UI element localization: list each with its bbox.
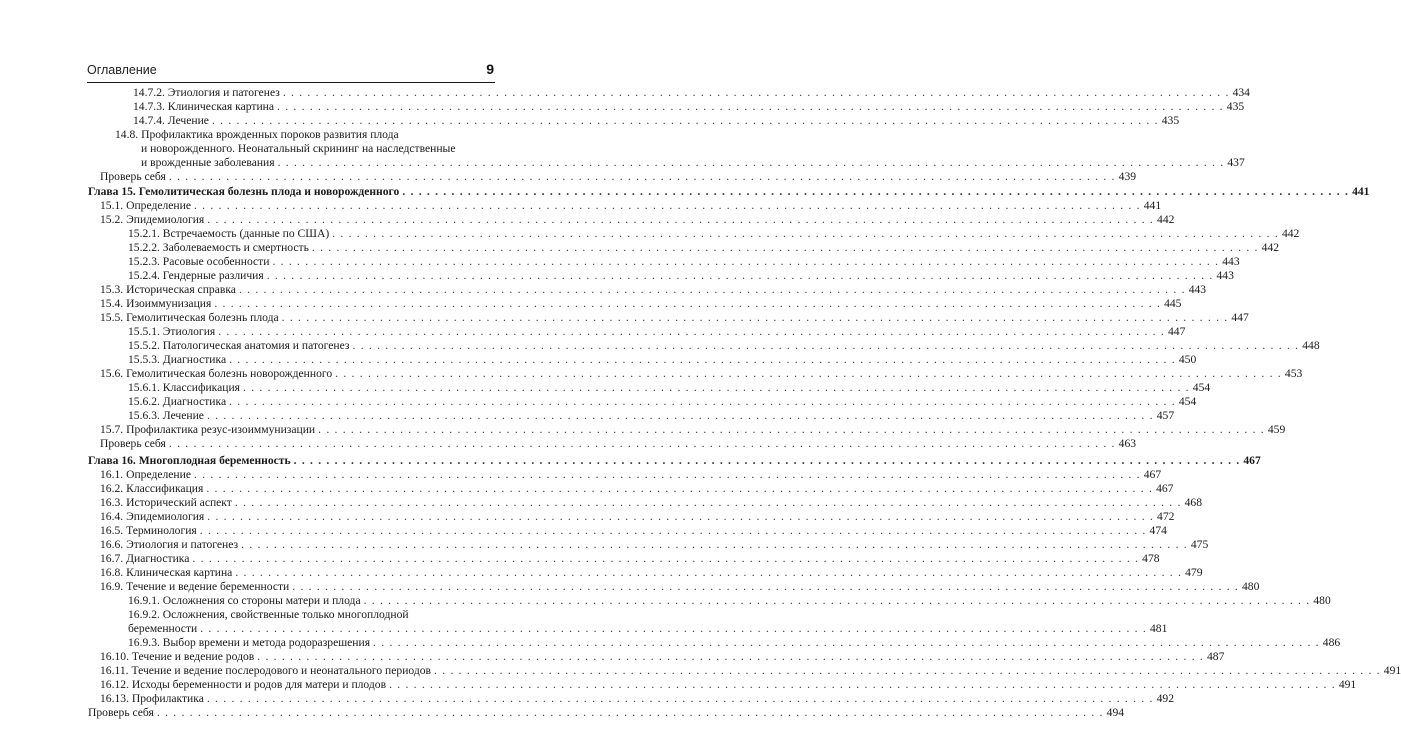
header-title: Оглавление [87, 63, 157, 77]
toc-entry[interactable]: Проверь себя . . . 463 [0, 437, 590, 451]
toc-entry[interactable]: и врожденные заболевания . . . 437 [0, 156, 631, 170]
toc-entry[interactable]: 14.7.3. Клиническая картина . . . 435 [0, 100, 623, 114]
toc-chapter[interactable]: Глава 16. Многоплодная беременность . . . 467 [0, 454, 578, 468]
toc-entry[interactable]: 15.4. Изоиммунизация . . . 445 [0, 297, 590, 311]
toc-entry[interactable]: 15.2. Эпидемиология . . . 442 [0, 213, 590, 227]
toc-entry[interactable]: 16.13. Профилактика . . . 492 [0, 692, 590, 706]
toc-entry[interactable]: 16.3. Исторический аспект . . . 468 [0, 496, 590, 510]
toc-entry-continued[interactable]: 16.9.2. Осложнения, свойственные только многоплодной [128, 608, 409, 621]
toc-entry[interactable]: 15.5. Гемолитическая болезнь плода . . . 447 [0, 311, 590, 325]
toc-entry[interactable]: 15.6.2. Диагностика . . . 454 [0, 395, 618, 409]
toc-entry[interactable]: 16.4. Эпидемиология . . . 472 [0, 510, 590, 524]
toc-entry[interactable]: Проверь себя . . . 439 [0, 170, 590, 184]
toc-entry[interactable]: 16.2. Классификация . . . 467 [0, 482, 590, 496]
toc-entry[interactable]: 15.5.2. Патологическая анатомия и патогенез . . . 448 [0, 339, 618, 353]
toc-entry[interactable]: Проверь себя . . . 494 [0, 706, 578, 720]
toc-entry-continued[interactable]: 14.8. Профилактика врожденных пороков развития плода [115, 128, 399, 141]
running-header [87, 62, 495, 83]
toc-entry[interactable]: 16.10. Течение и ведение родов . . . 487 [0, 650, 590, 664]
toc-entry[interactable]: 16.9.3. Выбор времени и метода родоразрешения . . . 486 [0, 636, 618, 650]
toc-entry[interactable]: 16.8. Клиническая картина . . . 479 [0, 566, 590, 580]
toc-entry[interactable]: 16.9. Течение и ведение беременности . . . 480 [0, 580, 590, 594]
toc-chapter[interactable]: Глава 15. Гемолитическая болезнь плода и новорожденного . . . 441 [0, 185, 578, 199]
toc-entry[interactable]: 16.12. Исходы беременности и родов для матери и плодов . . . 491 [0, 678, 590, 692]
toc-entry[interactable]: 15.6. Гемолитическая болезнь новорожденного . . . 453 [0, 367, 590, 381]
toc-entry[interactable]: 14.7.4. Лечение . . . 435 [0, 114, 623, 128]
toc-entry[interactable]: 16.11. Течение и ведение послеродового и неонатального периодов . . . 491 [0, 664, 590, 678]
toc-entry[interactable]: 15.5.3. Диагностика . . . 450 [0, 353, 618, 367]
header-page-number: 9 [486, 61, 494, 77]
toc-entry[interactable]: 15.6.3. Лечение . . . 457 [0, 409, 618, 423]
toc-entry[interactable]: 15.7. Профилактика резус-изоиммунизации . . . 459 [0, 423, 590, 437]
toc-entry[interactable]: 16.7. Диагностика . . . 478 [0, 552, 590, 566]
toc-entry[interactable]: 16.1. Определение . . . 467 [0, 468, 590, 482]
toc-entry[interactable]: 15.2.2. Заболеваемость и смертность . . . 442 [0, 241, 618, 255]
toc-entry[interactable]: 15.6.1. Классификация . . . 454 [0, 381, 618, 395]
toc-entry[interactable]: 16.5. Терминология . . . 474 [0, 524, 590, 538]
toc-entry[interactable]: беременности . . . 481 [0, 622, 618, 636]
toc-entry[interactable]: 14.7.2. Этиология и патогенез . . . 434 [0, 86, 623, 100]
toc-entry[interactable]: 15.3. Историческая справка . . . 443 [0, 283, 590, 297]
toc-entry[interactable]: 15.2.3. Расовые особенности . . . 443 [0, 255, 618, 269]
toc-entry[interactable]: 15.2.4. Гендерные различия . . . 443 [0, 269, 618, 283]
toc-entry[interactable]: 16.9.1. Осложнения со стороны матери и плода . . . 480 [0, 594, 618, 608]
toc-entry[interactable]: 15.2.1. Встречаемость (данные по США) . . . 442 [0, 227, 618, 241]
toc-entry[interactable]: 15.1. Определение . . . 441 [0, 199, 590, 213]
toc-entry-continued[interactable]: и новорожденного. Неонатальный скрининг на наследственные [141, 142, 456, 155]
toc-entry[interactable]: 15.5.1. Этиология . . . 447 [0, 325, 618, 339]
toc-entry[interactable]: 16.6. Этиология и патогенез . . . 475 [0, 538, 590, 552]
